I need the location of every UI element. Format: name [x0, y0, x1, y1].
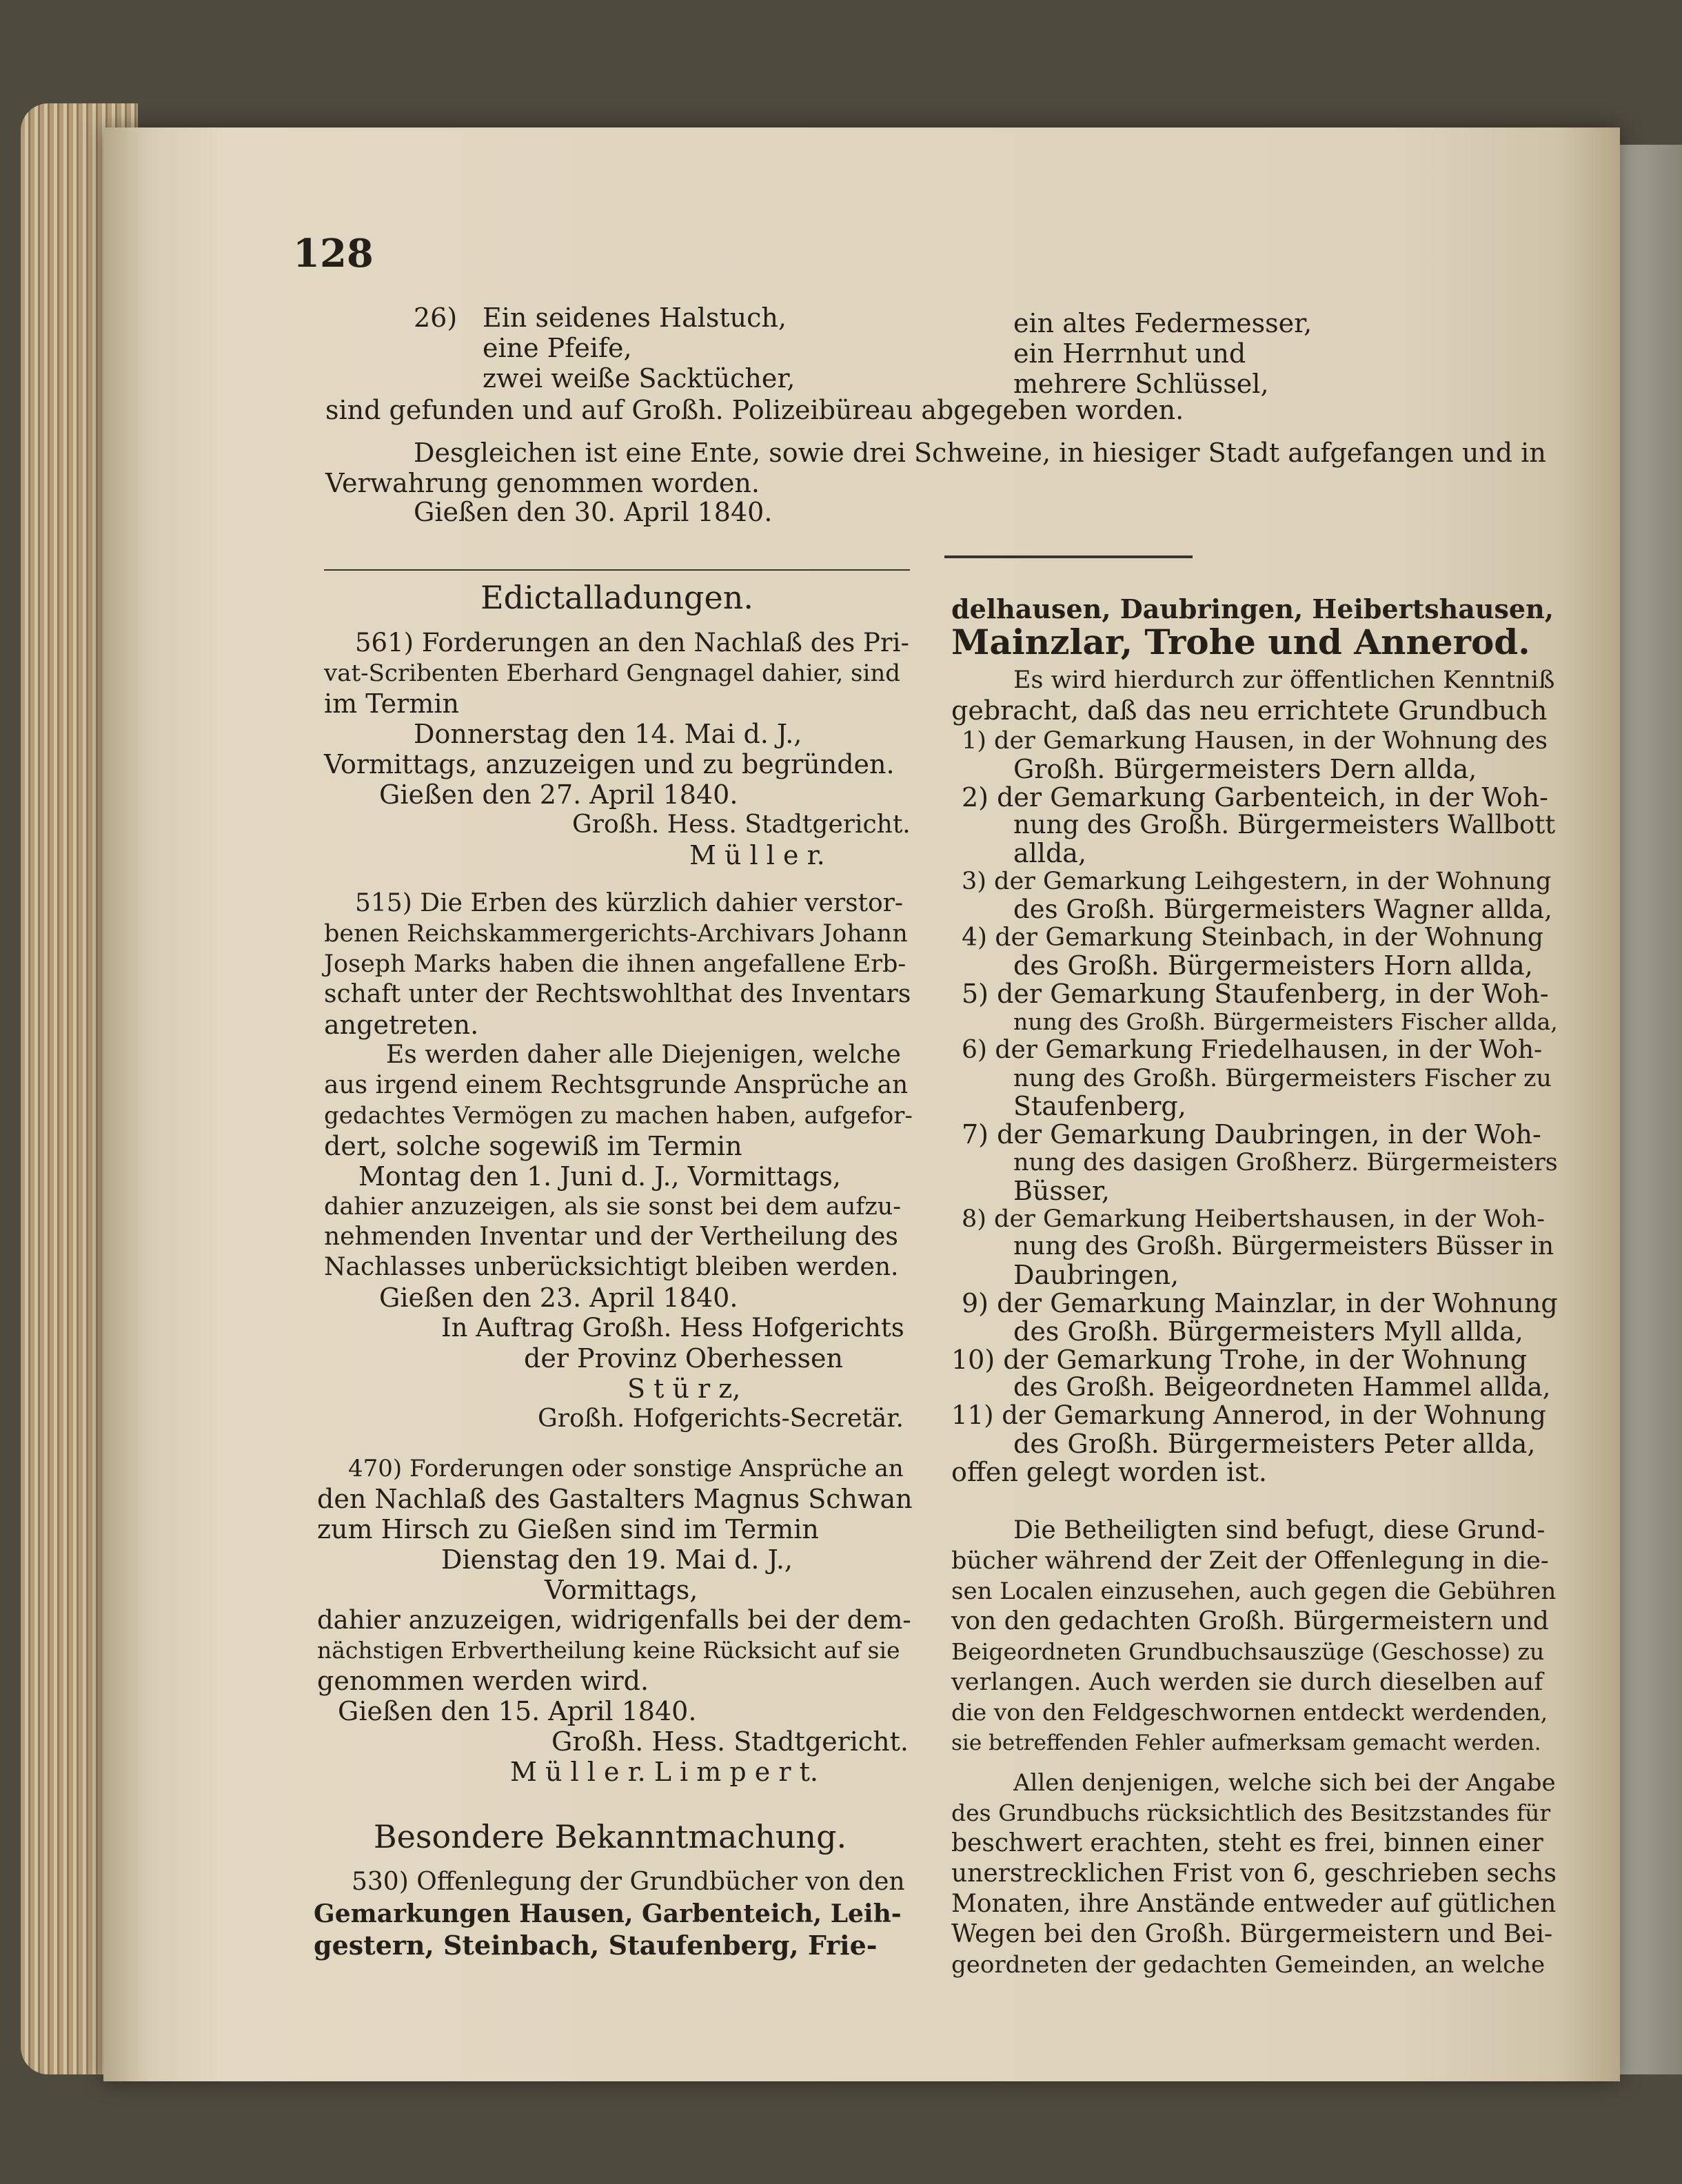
notice-515-line: nehmenden Inventar und der Vertheilung des — [324, 1223, 898, 1251]
found-item-right-1: ein altes Federmesser, — [1013, 308, 1313, 338]
found-line-6: Verwahrung genommen worden. — [325, 468, 760, 498]
gemarkung-list-line: 4) der Gemarkung Steinbach, in der Wohnung — [962, 923, 1543, 952]
notice-515-line: Großh. Hofgerichts-Secretär. — [538, 1405, 904, 1433]
notice-515-line: S t ü r z, — [627, 1374, 741, 1404]
gemarkung-list-line: 10) der Gemarkung Trohe, in der Wohnung — [951, 1344, 1528, 1375]
gemarkung-list-line: Büsser, — [1013, 1175, 1110, 1206]
notice-515-line: Joseph Marks haben die ihnen angefallene Erb- — [324, 950, 906, 978]
heading-besondere-bekanntmachung: Besondere Bekanntmachung. — [373, 1818, 847, 1855]
notice-515-line: gedachtes Vermögen zu machen haben, aufgefor- — [324, 1102, 913, 1130]
notice-470-line: Großh. Hess. Stadtgericht. — [551, 1726, 909, 1757]
found-line-4: sind gefunden und auf Großh. Polizeibüreau abgegeben worden. — [325, 395, 1184, 425]
column-top-rule — [324, 569, 910, 571]
notice-470-line: 470) Forderungen oder sonstige Ansprüche an — [348, 1455, 904, 1482]
notice-561-line: Großh. Hess. Stadtgericht. — [572, 810, 911, 839]
found-item-left-3: zwei weiße Sacktücher, — [483, 363, 796, 394]
notice-515-line: aus irgend einem Rechtsgrunde Ansprüche an — [324, 1071, 909, 1099]
notice-470-line: genommen werden wird. — [317, 1666, 649, 1696]
notice-530-line: 530) Offenlegung der Grundbücher von den — [352, 1868, 905, 1896]
gemarkung-list-line: nung des Großh. Bürgermeisters Fischer allda, — [1013, 1008, 1558, 1035]
notice-515-line: der Provinz Oberhessen — [524, 1343, 843, 1374]
notice-515-line: Montag den 1. Juni d. J., Vormittags, — [358, 1161, 841, 1192]
gemarkung-list-line: Daubringen, — [1013, 1260, 1179, 1291]
notice-515-line: Gießen den 23. April 1840. — [379, 1283, 738, 1313]
gemarkung-list-line: nung des Großh. Bürgermeisters Wallbott — [1013, 810, 1556, 840]
paragraph-line: Allen denjenigen, welche sich bei der Angabe — [1013, 1769, 1556, 1797]
notice-470-line: Gießen den 15. April 1840. — [338, 1696, 697, 1726]
facing-page-strip — [1620, 145, 1682, 2074]
notice-515-line: dahier anzuzeigen, als sie sonst bei dem aufzu- — [324, 1193, 902, 1221]
notice-number: 26) — [414, 303, 458, 333]
notice-561-line: Gießen den 27. April 1840. — [379, 779, 738, 810]
found-item-right-2: ein Herrnhut und — [1013, 338, 1246, 369]
gemarkung-list-line: des Großh. Bürgermeisters Horn allda, — [1013, 950, 1533, 981]
gemarkung-list-line: offen gelegt worden ist. — [951, 1456, 1267, 1487]
paragraph-line: Monaten, ihre Anstände entweder auf gütlichen — [951, 1890, 1557, 1918]
notice-470-line: Dienstag den 19. Mai d. J., — [441, 1544, 793, 1575]
gemarkung-list-line: 2) der Gemarkung Garbenteich, in der Woh- — [962, 782, 1548, 813]
gemarkung-list-line: 9) der Gemarkung Mainzlar, in der Wohnung — [962, 1288, 1558, 1318]
gemarkung-list-line: Staufenberg, — [1013, 1091, 1186, 1122]
gemarkung-list-line: allda, — [1013, 838, 1087, 869]
paragraph-line: Die Betheiligten sind befugt, diese Grund- — [1013, 1516, 1546, 1544]
notice-470-line: Vormittags, — [545, 1575, 698, 1605]
notice-561-line: Vormittags, anzuzeigen und zu begründen. — [324, 749, 895, 779]
gemarkung-list-line: des Großh. Bürgermeisters Peter allda, — [1013, 1429, 1536, 1459]
gemarkung-list-line: 6) der Gemarkung Friedelhausen, in der Woh- — [962, 1035, 1543, 1064]
notice-561-line: vat-Scribenten Eberhard Gengnagel dahier, sind — [324, 660, 901, 687]
gemarkung-list-line: 5) der Gemarkung Staufenberg, in der Woh- — [962, 979, 1549, 1010]
notice-561-line: 561) Forderungen an den Nachlaß des Pri- — [355, 628, 909, 657]
gemarkung-list-line: des Großh. Bürgermeisters Myll allda, — [1013, 1316, 1523, 1347]
notice-470-line: dahier anzuzeigen, widrigenfalls bei der dem- — [317, 1605, 911, 1635]
gemarkung-list-line: 7) der Gemarkung Daubringen, in der Woh- — [962, 1119, 1541, 1150]
paragraph-line: geordneten der gedachten Gemeinden, an welche — [951, 1951, 1546, 1979]
right-bold-head-line: Mainzlar, Trohe und Annerod. — [951, 622, 1530, 662]
notice-470-line: den Nachlaß des Gastalters Magnus Schwan — [317, 1484, 913, 1514]
gemarkung-list-line: des Großh. Beigeordneten Hammel allda, — [1013, 1372, 1551, 1402]
right-bold-head-line: delhausen, Daubringen, Heibertshausen, — [951, 593, 1554, 624]
notice-515-line: Es werden daher alle Diejenigen, welche — [386, 1041, 901, 1069]
section-divider — [944, 555, 1193, 558]
notice-515-line: 515) Die Erben des kürzlich dahier verstor- — [355, 889, 904, 917]
gemarkung-list-line: nung des Großh. Bürgermeisters Fischer zu — [1013, 1064, 1552, 1092]
notice-561-line: im Termin — [324, 688, 459, 719]
notice-515-line: benen Reichskammergerichts-Archivars Johann — [324, 920, 908, 948]
found-line-7: Gießen den 30. April 1840. — [414, 497, 773, 527]
notice-470-line: zum Hirsch zu Gießen sind im Termin — [317, 1514, 819, 1544]
notice-515-line: dert, solche sogewiß im Termin — [324, 1131, 742, 1161]
notice-470-line: nächstigen Erbvertheilung keine Rücksicht auf sie — [317, 1637, 900, 1664]
gemarkung-list-line: Großh. Bürgermeisters Dern allda, — [1013, 753, 1477, 784]
intro-line: Es wird hierdurch zur öffentlichen Kenntniß — [1013, 666, 1555, 694]
notice-561-line: M ü l l e r. — [689, 840, 825, 870]
gemarkung-list-line: 1) der Gemarkung Hausen, in der Wohnung des — [962, 727, 1548, 755]
notice-561-line: Donnerstag den 14. Mai d. J., — [414, 719, 802, 749]
paragraph-line: unerstrecklichen Frist von 6, geschrieben sechs — [951, 1859, 1557, 1888]
gemarkung-list-line: 8) der Gemarkung Heibertshausen, in der Woh- — [962, 1205, 1545, 1233]
intro-line: gebracht, daß das neu errichtete Grundbuch — [951, 695, 1548, 726]
paragraph-line: verlangen. Auch werden sie durch dieselben auf — [951, 1668, 1543, 1696]
notice-530-line: Gemarkungen Hausen, Garbenteich, Leih- — [314, 1899, 902, 1928]
paragraph-line: die von den Feldgeschwornen entdeckt werdenden, — [951, 1699, 1548, 1726]
paragraph-line: beschwert erachten, steht es frei, binnen einer — [951, 1829, 1543, 1857]
notice-530-line: gestern, Steinbach, Staufenberg, Frie- — [314, 1930, 878, 1961]
paragraph-line: des Grundbuchs rücksichtlich des Besitzstandes für — [951, 1799, 1551, 1826]
paragraph-line: Wegen bei den Großh. Bürgermeistern und Bei- — [951, 1920, 1553, 1948]
paragraph-line: sie betreffenden Fehler aufmerksam gemacht werden. — [951, 1731, 1541, 1755]
paragraph-line: von den gedachten Großh. Bürgermeistern und — [951, 1607, 1549, 1635]
gemarkung-list-line: nung des Großh. Bürgermeisters Büsser in — [1013, 1232, 1554, 1261]
heading-edictalladungen: Edictalladungen. — [480, 579, 753, 616]
paragraph-line: sen Localen einzusehen, auch gegen die Gebühren — [951, 1578, 1557, 1605]
paragraph-line: bücher während der Zeit der Offenlegung in die- — [951, 1547, 1549, 1575]
found-item-right-3: mehrere Schlüssel, — [1013, 369, 1269, 399]
found-line-5: Desgleichen ist eine Ente, sowie drei Schweine, in hiesiger Stadt aufgefangen und in — [414, 438, 1546, 468]
gemarkung-list-line: 11) der Gemarkung Annerod, in der Wohnung — [951, 1400, 1546, 1431]
notice-515-line: angetreten. — [324, 1010, 479, 1040]
page-number: 128 — [293, 231, 374, 276]
notice-470-line: M ü l l e r. L i m p e r t. — [510, 1757, 818, 1787]
notice-515-line: schaft unter der Rechtswohlthat des Inventars — [324, 980, 911, 1008]
found-item-left-1: Ein seidenes Halstuch, — [483, 303, 787, 333]
gemarkung-list-line: des Großh. Bürgermeisters Wagner allda, — [1013, 894, 1552, 924]
found-item-left-2: eine Pfeife, — [483, 333, 632, 363]
notice-515-line: In Auftrag Großh. Hess Hofgerichts — [441, 1313, 904, 1343]
gemarkung-list-line: 3) der Gemarkung Leihgestern, in der Wohnung — [962, 868, 1552, 895]
paragraph-line: Beigeordneten Grundbuchsauszüge (Geschosse) zu — [951, 1638, 1545, 1665]
gemarkung-list-line: nung des dasigen Großherz. Bürgermeisters — [1013, 1149, 1558, 1176]
notice-515-line: Nachlasses unberücksichtigt bleiben werden. — [324, 1253, 899, 1281]
